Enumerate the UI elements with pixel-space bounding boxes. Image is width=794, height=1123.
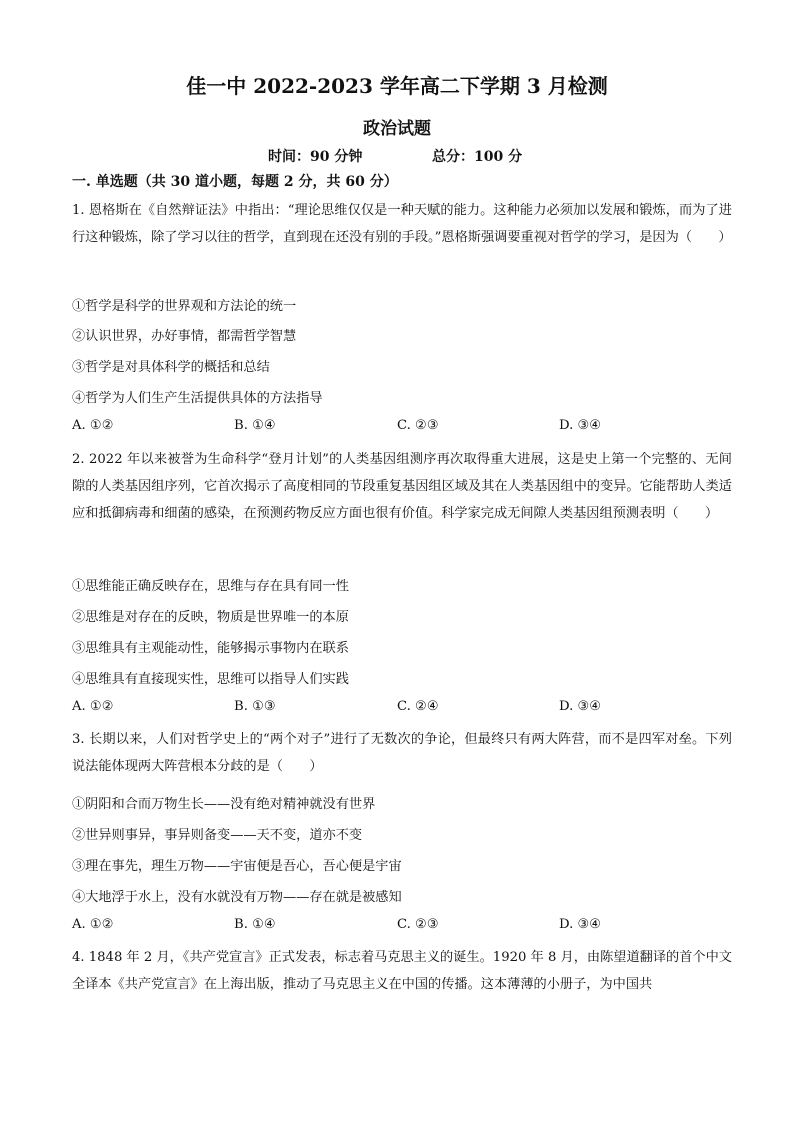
question-3-choice-a: A. ①② xyxy=(72,917,114,932)
question-2-choices xyxy=(72,699,732,719)
question-3-option-4: ④大地浮于水上，没有水就没有万物——存在就是被感知 xyxy=(72,890,402,905)
question-1-option-4: ④哲学为人们生产生活提供具体的方法指导 xyxy=(72,391,323,406)
exam-meta xyxy=(0,146,794,168)
question-2-choice-a: A. ①② xyxy=(72,699,114,714)
question-3-choices xyxy=(72,917,732,937)
question-1-choice-c: C. ②③ xyxy=(397,418,439,433)
question-1-option-1: ①哲学是科学的世界观和方法论的统一 xyxy=(72,299,297,314)
question-2-choice-b: B. ①③ xyxy=(234,699,276,714)
question-3-option-2: ②世异则事异，事异则备变——天不变，道亦不变 xyxy=(72,828,363,843)
question-2-option-3: ③思维具有主观能动性，能够揭示事物内在联系 xyxy=(72,641,349,656)
exam-title: 佳一中 2022-2023 学年高二下学期 3 月检测 xyxy=(186,74,608,98)
question-1-choice-b: B. ①④ xyxy=(234,418,276,433)
question-2-option-1: ①思维能正确反映存在，思维与存在具有同一性 xyxy=(72,579,349,594)
question-2-choice-d: D. ③④ xyxy=(559,699,602,714)
question-4-stem: 4. 1848 年 2 月，《共产党宣言》正式发表，标志着马克思主义的诞生。1920 年 8 月，由陈望道翻译的首个中文全译本《共产党宣言》在上海出版，推动了马克思主义在中国的传播。这本薄薄的小册子，为中国共 xyxy=(72,950,732,992)
exam-score: 总分：100 分 xyxy=(432,149,523,165)
question-2-option-2: ②思维是对存在的反映，物质是世界唯一的本原 xyxy=(72,610,349,625)
question-1-option-2: ②认识世界，办好事情，都需哲学智慧 xyxy=(72,329,297,344)
question-3-option-1: ①阴阳和合而万物生长——没有绝对精神就没有世界 xyxy=(72,797,376,812)
question-1-stem: 1. 恩格斯在《自然辩证法》中指出：“理论思维仅仅是一种天赋的能力。这种能力必须加以发展和锻炼，而为了进行这种锻炼，除了学习以往的哲学，直到现在还没有别的手段。”恩格斯强调要重视对哲学的学习，是因为（ ） xyxy=(72,203,732,245)
question-1-choice-d: D. ③④ xyxy=(559,418,602,433)
question-1-choice-a: A. ①② xyxy=(72,418,114,433)
question-3-choice-b: B. ①④ xyxy=(234,917,276,932)
question-3-stem: 3. 长期以来，人们对哲学史上的“两个对子”进行了无数次的争论，但最终只有两大阵营，而不是四军对垒。下列说法能体现两大阵营根本分歧的是（ ） xyxy=(72,732,732,774)
question-3-option-3: ③理在事先，理生万物——宇宙便是吾心，吾心便是宇宙 xyxy=(72,859,402,874)
exam-subject: 政治试题 xyxy=(363,119,431,139)
question-2-stem: 2. 2022 年以来被誉为生命科学“登月计划”的人类基因组测序再次取得重大进展，这是史上第一个完整的、无间隙的人类基因组序列，它首次揭示了高度相同的节段重复基因组区域及其在人类基因组中的变异。它能帮助人类适应和抵御病毒和细菌的感染，在预测药物反应方面也很有价值。科学家完成无间隙人类基因组预测表明（ ） xyxy=(72,452,732,521)
question-3-choice-c: C. ②③ xyxy=(397,917,439,932)
question-2-option-4: ④思维具有直接现实性，思维可以指导人们实践 xyxy=(72,672,349,687)
question-3-choice-d: D. ③④ xyxy=(559,917,602,932)
exam-time: 时间：90 分钟 xyxy=(268,149,363,165)
question-2-choice-c: C. ②④ xyxy=(397,699,439,714)
question-1-option-3: ③哲学是对具体科学的概括和总结 xyxy=(72,360,270,375)
section-heading: 一. 单选题（共 30 道小题，每题 2 分，共 60 分） xyxy=(72,174,398,190)
question-1-choices xyxy=(72,418,732,438)
